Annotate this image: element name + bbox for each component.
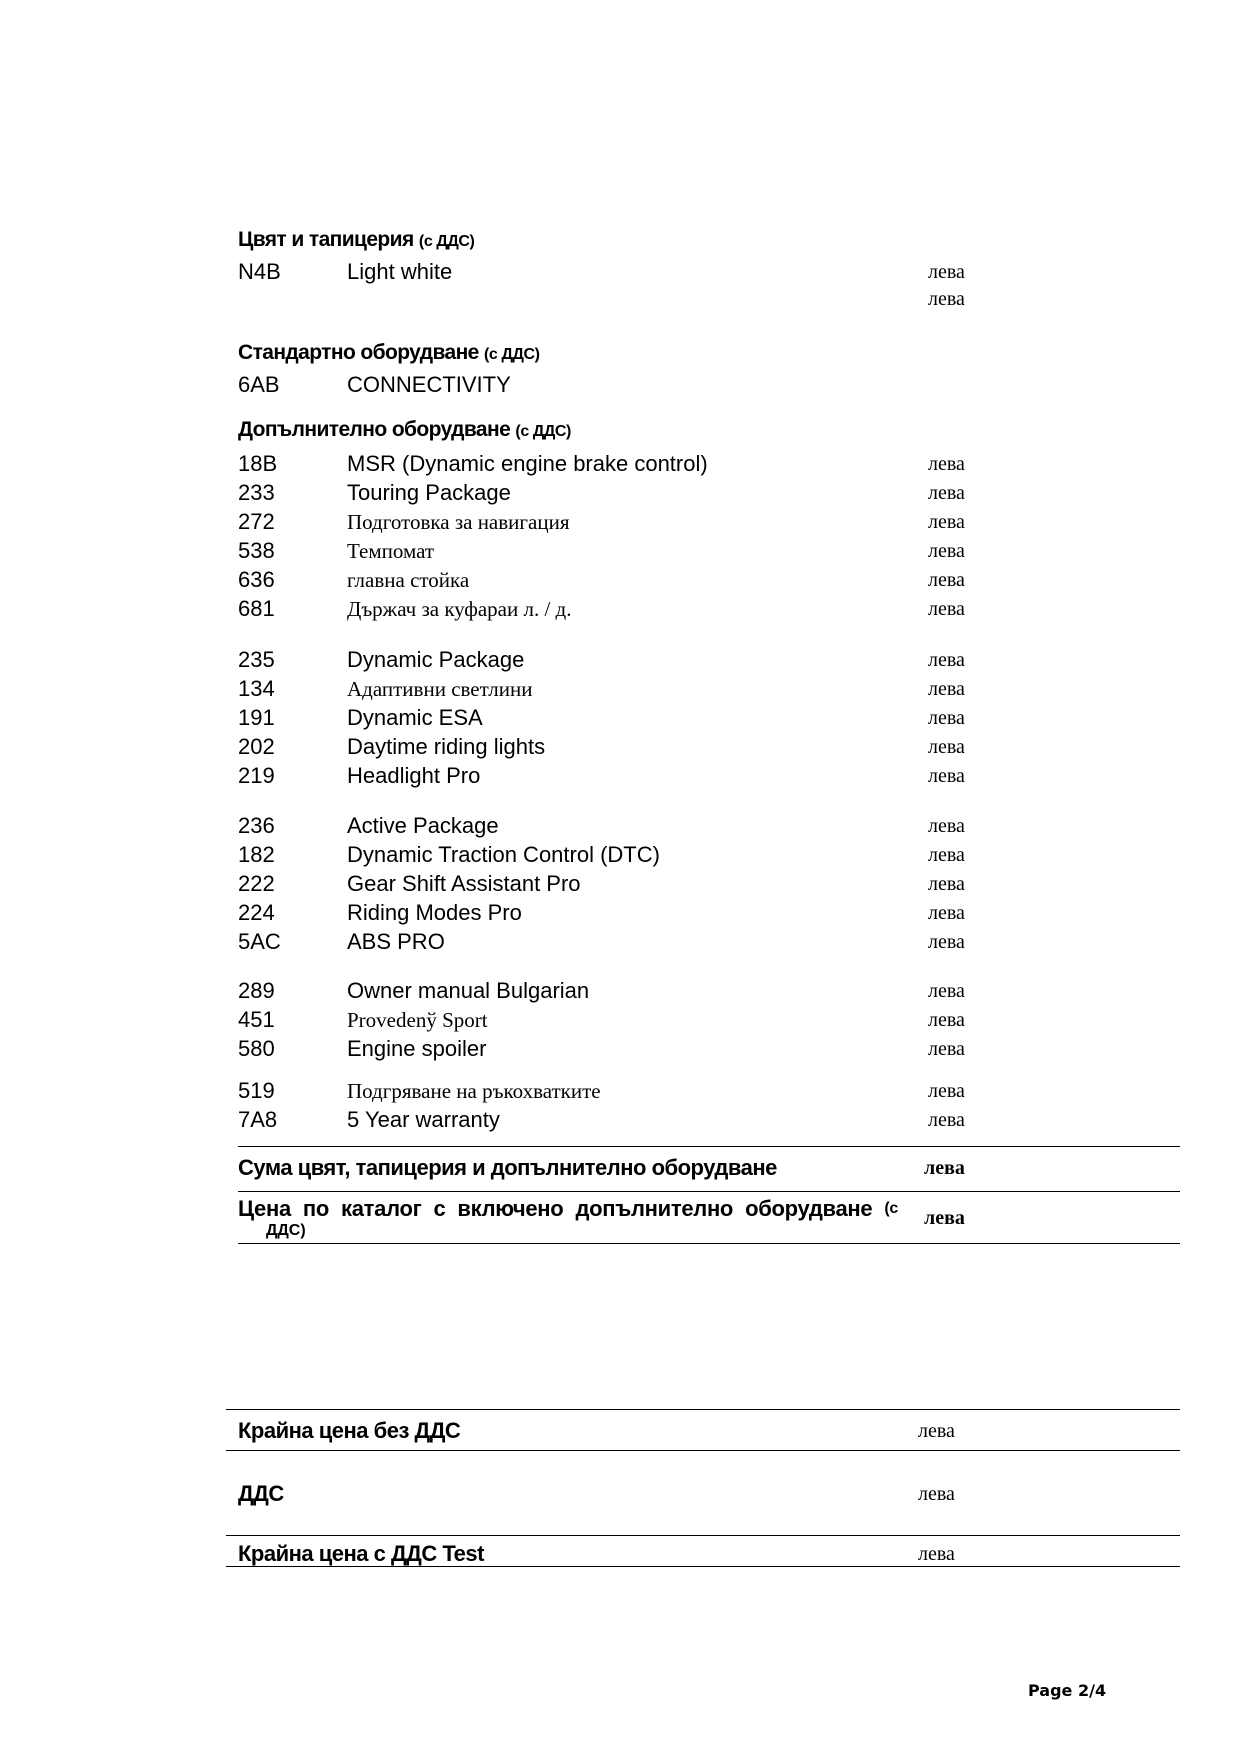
vat-unit: лева xyxy=(918,1483,955,1505)
item-code: 636 xyxy=(238,567,275,592)
section-title-standard-text: Стандартно оборудване xyxy=(238,341,479,364)
item-row xyxy=(0,733,1240,761)
item-code: 451 xyxy=(238,1007,275,1032)
item-price-unit: лева xyxy=(928,1080,965,1102)
item-price-unit: лева xyxy=(928,598,965,620)
item-description: главна стойка xyxy=(347,568,470,592)
item-description: Gear Shift Assistant Pro xyxy=(347,871,581,896)
item-row xyxy=(0,704,1240,732)
item-description: Engine spoiler xyxy=(347,1036,487,1061)
item-code: 236 xyxy=(238,813,275,838)
item-row xyxy=(0,1077,1240,1105)
catalog-price-unit: лева xyxy=(924,1207,965,1229)
divider xyxy=(226,1535,1180,1536)
item-code: 182 xyxy=(238,842,275,867)
item-price-unit: лева xyxy=(928,540,965,562)
item-description: Touring Package xyxy=(347,480,511,505)
item-code: 235 xyxy=(238,647,275,672)
item-code: 519 xyxy=(238,1078,275,1103)
item-row xyxy=(0,646,1240,674)
item-description: Държач за куфараи л. / д. xyxy=(347,597,572,621)
item-code: 224 xyxy=(238,900,275,925)
color-extra-unit: лева xyxy=(928,288,965,310)
item-row xyxy=(0,899,1240,927)
item-code: 222 xyxy=(238,871,275,896)
catalog-word: допълнително xyxy=(575,1196,734,1221)
item-row xyxy=(0,928,1240,956)
catalog-price-label xyxy=(238,1196,898,1222)
item-price-unit: лева xyxy=(928,844,965,866)
item-code: 289 xyxy=(238,978,275,1003)
item-code: N4B xyxy=(238,259,281,284)
item-price-unit: лева xyxy=(928,980,965,1002)
item-description: Dynamic Traction Control (DTC) xyxy=(347,842,660,867)
item-row xyxy=(0,450,1240,478)
item-price-unit: лева xyxy=(928,569,965,591)
catalog-word: включено xyxy=(457,1196,564,1221)
item-description: Owner manual Bulgarian xyxy=(347,978,590,1003)
item-row xyxy=(0,508,1240,536)
divider xyxy=(238,1243,1180,1244)
item-price-unit: лева xyxy=(928,1009,965,1031)
item-price-unit: лева xyxy=(928,707,965,729)
item-price-unit: лева xyxy=(928,873,965,895)
item-price-unit: лева xyxy=(928,511,965,533)
item-price-unit: лева xyxy=(928,261,965,283)
item-code: 191 xyxy=(238,705,275,730)
item-row xyxy=(0,537,1240,565)
section-title-optional xyxy=(238,418,571,442)
vat-note: (с ДДС) xyxy=(418,233,475,250)
item-code: 18B xyxy=(238,451,278,476)
net-price-unit: лева xyxy=(918,1420,955,1442)
item-description: Dynamic Package xyxy=(347,647,525,672)
catalog-word: Цена xyxy=(238,1196,291,1221)
item-description: Active Package xyxy=(347,813,499,838)
item-description: Dynamic ESA xyxy=(347,705,483,730)
item-row xyxy=(0,870,1240,898)
divider xyxy=(226,1566,1180,1567)
item-description: MSR (Dynamic engine brake control) xyxy=(347,451,708,476)
net-price-label: Крайна цена без ДДС xyxy=(238,1418,461,1443)
item-code: 272 xyxy=(238,509,275,534)
catalog-word: по xyxy=(302,1196,330,1221)
divider xyxy=(226,1450,1180,1451)
item-row xyxy=(0,812,1240,840)
item-description: Riding Modes Pro xyxy=(347,900,522,925)
section-title-color-text: Цвят и тапицерия xyxy=(238,228,414,251)
item-description: Подгряване на ръкохватките xyxy=(347,1079,601,1103)
item-code: 5AC xyxy=(238,929,281,954)
item-row xyxy=(0,1006,1240,1034)
section-title-standard xyxy=(238,341,540,365)
item-price-unit: лева xyxy=(928,1109,965,1131)
item-description: ABS PRO xyxy=(347,929,445,954)
item-description: CONNECTIVITY xyxy=(347,372,511,397)
vat-note: (с ДДС) xyxy=(515,423,571,440)
item-row xyxy=(0,675,1240,703)
item-row xyxy=(0,841,1240,869)
vat-note: (с ДДС) xyxy=(484,346,540,363)
item-description: Provedenў Sport xyxy=(347,1008,488,1032)
item-code: 580 xyxy=(238,1036,275,1061)
item-description: Подготовка за навигация xyxy=(347,510,570,534)
divider xyxy=(238,1191,1180,1192)
item-code: 202 xyxy=(238,734,275,759)
item-price-unit: лева xyxy=(928,482,965,504)
item-price-unit: лева xyxy=(928,765,965,787)
item-code: 219 xyxy=(238,763,275,788)
item-price-unit: лева xyxy=(928,1038,965,1060)
item-code: 7A8 xyxy=(238,1107,278,1132)
catalog-word: (с xyxy=(884,1200,898,1217)
item-description: 5 Year warranty xyxy=(347,1107,500,1132)
item-price-unit: лева xyxy=(928,649,965,671)
item-price-unit: лева xyxy=(928,678,965,700)
divider xyxy=(238,1146,1180,1147)
item-price-unit: лева xyxy=(928,902,965,924)
item-row xyxy=(0,479,1240,507)
item-code: 6AB xyxy=(238,372,280,397)
item-row xyxy=(0,1106,1240,1134)
item-code: 134 xyxy=(238,676,275,701)
gross-price-label: Крайна цена с ДДС Test xyxy=(238,1541,484,1566)
item-code: 681 xyxy=(238,596,275,621)
divider xyxy=(226,1409,1180,1410)
gross-price-unit: лева xyxy=(918,1543,955,1565)
item-row xyxy=(0,977,1240,1005)
item-description: Адаптивни светлини xyxy=(347,677,533,701)
item-description: Daytime riding lights xyxy=(347,734,546,759)
item-row xyxy=(0,1035,1240,1063)
page-number: Page 2/4 xyxy=(1028,1681,1107,1700)
item-row xyxy=(0,762,1240,790)
item-row xyxy=(0,258,1240,286)
sum-label: Сума цвят, тапицерия и допълнително оборудване xyxy=(238,1155,777,1180)
item-price-unit: лева xyxy=(928,815,965,837)
catalog-word: каталог xyxy=(341,1196,422,1221)
item-price-unit: лева xyxy=(928,931,965,953)
item-price-unit: лева xyxy=(928,453,965,475)
item-row xyxy=(0,566,1240,594)
catalog-word: с xyxy=(433,1196,446,1221)
item-description: Темпомат xyxy=(347,539,435,563)
item-row xyxy=(0,371,1240,399)
section-title-color xyxy=(238,228,474,252)
sum-unit: лева xyxy=(924,1157,965,1179)
item-code: 233 xyxy=(238,480,275,505)
item-description: Light white xyxy=(347,259,453,284)
item-row xyxy=(0,595,1240,623)
vat-label: ДДС xyxy=(238,1481,284,1506)
catalog-word: оборудване xyxy=(745,1196,873,1221)
item-description: Headlight Pro xyxy=(347,763,481,788)
item-code: 538 xyxy=(238,538,275,563)
section-title-optional-text: Допълнително оборудване xyxy=(238,418,511,441)
item-price-unit: лева xyxy=(928,736,965,758)
catalog-price-label-cont: ДДС) xyxy=(266,1222,306,1239)
